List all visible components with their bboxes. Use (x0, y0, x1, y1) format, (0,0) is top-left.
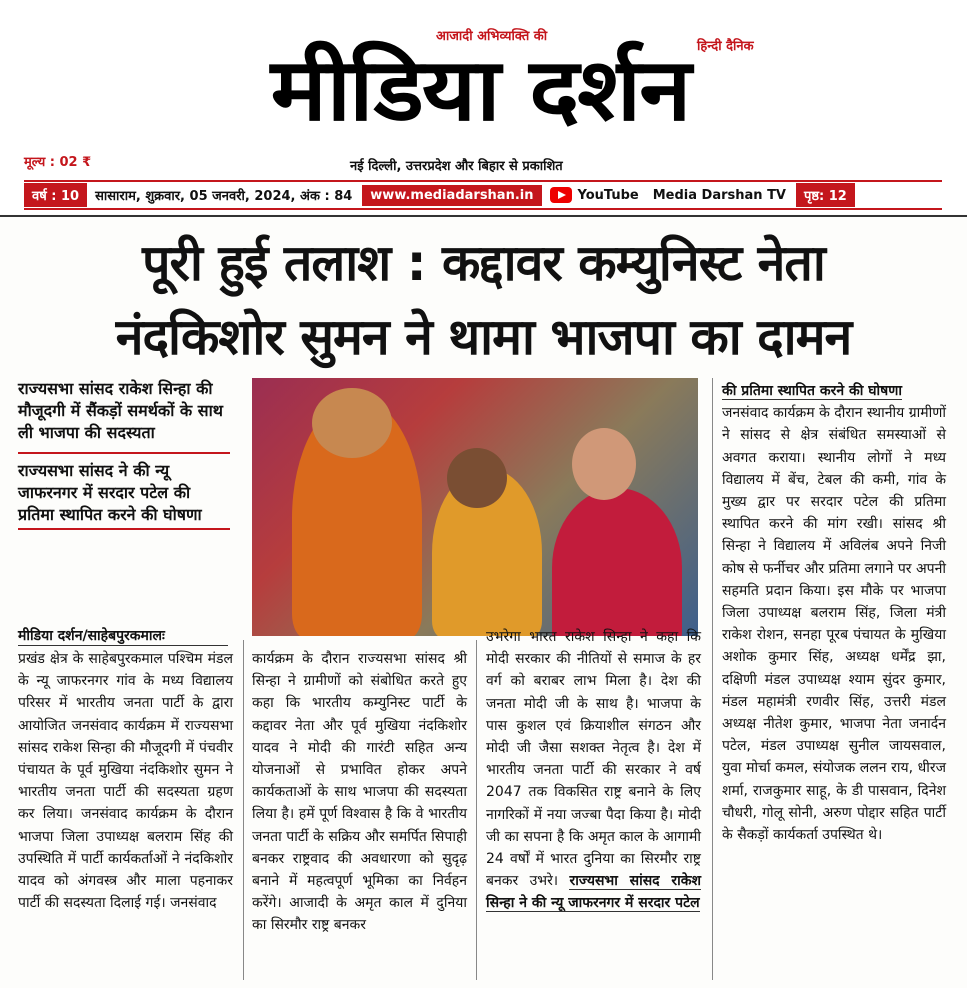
column-rule-1 (243, 640, 244, 980)
date-line: सासाराम, शुक्रवार, 05 जनवरी, 2024, अंक : 84 (95, 189, 353, 204)
photo-person-3 (552, 488, 682, 636)
masthead-tagline: आजादी अभिव्यक्ति की (436, 29, 548, 44)
youtube-icon (550, 187, 572, 203)
article-column-2: कार्यक्रम के दौरान राज्यसभा सांसद श्री सिन्हा ने ग्रामीणों को संबोधित करते हुए कहा कि भारतीय कम्युनिस्ट पार्टी के कद्दावर नेता और पूर्व मुखिया नंदकिशोर यादव ने मोदी की गारंटी सहित अन्य योजनाओं से प्रभावित होकर अपने कार्यकताओं के साथ भाजपा की सदस्यता लिया है। हमें पूर्ण विश्वास है कि वे भारतीय जनता पार्टी के सक्रिय और समर्पित सिपाही बनकर राष्ट्रवाद की अवधारणा को सुदृढ़ बनाने में महत्वपूर्ण भूमिका का निर्वहन करेंगे। आजादी के अमृत काल में दुनिया का सिरमौर राष्ट्र बनकर (252, 651, 467, 934)
youtube-label: YouTube (577, 187, 639, 203)
channel-name: Media Darshan TV (652, 187, 786, 203)
masthead (0, 0, 967, 214)
year-badge: वर्ष : 10 (24, 183, 87, 207)
newspaper-title: मीडिया दर्शन (270, 40, 690, 141)
masthead-daily-label: हिन्दी दैनिक (697, 39, 754, 54)
article-column-1: प्रखंड क्षेत्र के साहेबपुरकमाल पश्चिम मंडल के न्यू जाफरनगर गांव के मध्य विद्यालय परिसर में भारतीय जनता पार्टी के द्वारा आयोजित जनसंवाद कार्यक्रम में राज्यसभा सांसद राकेश सिन्हा की मौजूदगी में पंचवीर पंचायत के पूर्व मुखिया नंदकिशोर सुमन ने भारतीय जनता पार्टी की सदस्यता ग्रहण कर लिया। जनसंवाद कार्यक्रम के दौरान भाजपा जिला उपाध्यक्ष बलराम सिंह की उपस्थिति में पार्टी कार्यकर्ताओं ने नंदकिशोर यादव को अंगवस्त्र और माला पहनाकर पार्टी की सदस्यता दिलाई गई। जनसंवाद (18, 651, 233, 912)
highlights (18, 378, 230, 530)
price-label: मूल्य : 02 ₹ (24, 155, 92, 170)
column-4-subheading: की प्रतिमा स्थापित करने की घोषणा (722, 383, 902, 399)
article-column-3 (486, 626, 701, 915)
highlight-2: राज्यसभा सांसद ने की न्यू जाफरनगर में सरदार पटेल की प्रतिमा स्थापित करने की घोषणा (18, 460, 230, 530)
headline-line-2: नंदकिशोर सुमन ने थामा भाजपा का दामन (115, 308, 852, 366)
column-3-text: उभरेगा भारत राकेश सिन्हा ने कहा कि मोदी सरकार की नीतियों से समाज के हर वर्ग को बराबर लाभ मिला है। देश की जनता मोदी जी के साथ है। भाजपा के पास कुशल एवं क्रियाशील संगठन और मोदी जी जैसा सशक्त नेतृत्व है। देश में भारतीय जनता पार्टी की सरकार ने वर्ष 2047 तक विकसित राष्ट्र बनाने के लिए नागरिकों में नया जज्बा पैदा किया है। मोदी जी का सपना है कि अमृत काल के आगामी 24 वर्षों में भारत दुनिया का सिरमौर राष्ट्र बनकर उभरे। (486, 629, 701, 890)
headline (0, 226, 967, 374)
column-3-subheading: राज्यसभा सांसद राकेश सिन्हा ने की न्यू जाफरनगर में सरदार पटेल (486, 873, 701, 912)
byline: मीडिया दर्शन/साहेबपुरकमालः (18, 626, 228, 646)
photo-person-2-head (447, 448, 507, 508)
highlight-1: राज्यसभा सांसद राकेश सिन्हा की मौजूदगी में सैंकड़ों समर्थकों के साथ ली भाजपा की सदस्यता (18, 378, 230, 454)
column-rule-2 (476, 640, 477, 980)
masthead-divider (0, 215, 967, 217)
article-column-4 (722, 380, 946, 846)
column-rule-3 (712, 378, 713, 980)
photo-person-3-head (572, 428, 636, 500)
website-link[interactable]: www.mediadarshan.in (362, 185, 541, 206)
photo-person-1-head (312, 388, 392, 458)
page-number-badge: पृष्ठ: 12 (796, 183, 855, 207)
published-from: नई दिल्ली, उत्तरप्रदेश और बिहार से प्रकाशित (350, 159, 563, 174)
info-bar (24, 180, 942, 210)
column-4-text: जनसंवाद कार्यक्रम के दौरान स्थानीय ग्रामीणों ने सांसद से क्षेत्र संबंधित समस्याओं से अवगत कराया। स्थानीय लोगों ने मध्य विद्यालय में बेंच, टेबल की कमी, गांव के मुख्य द्वार पर सरदार पटेल की प्रतिमा स्थापित करने की मांग रखी। सांसद श्री सिन्हा ने विद्यालय में अविलंब अपने निजी कोष से फर्नीचर और प्रतिमा लगाने पर अपनी सहमति प्रदान किया। इस मौके पर भाजपा जिला उपाध्यक्ष बलराम सिंह, जिला मंत्री राकेश रोशन, सनहा पूरब पंचायत के मुखिया अशोक कुमार सिंह, अध्यक्ष धर्मेंद्र झा, दक्षिणी मंडल उपाध्यक्ष श्याम सुंदर कुमार, मंडल महामंत्री रणवीर सिंह, उत्तरी मंडल अध्यक्ष नीतेश कुमार, भाजपा नेता जनार्दन पटेल, मंडल उपाध्यक्ष सुनील जायसवाल, युवा मोर्चा कमल, संयोजक ललन राय, धीरज शर्मा, राजकुमार साहू, के डी पासवान, दिनेश चौधरी, गोलू सोनी, अरुण पोद्दार सहित पार्टी के सैकड़ों कार्यकर्ता उपस्थित थे। (722, 405, 947, 844)
news-photo (252, 378, 698, 636)
headline-line-1: पूरी हुई तलाश : कद्दावर कम्युनिस्ट नेता (142, 234, 825, 292)
